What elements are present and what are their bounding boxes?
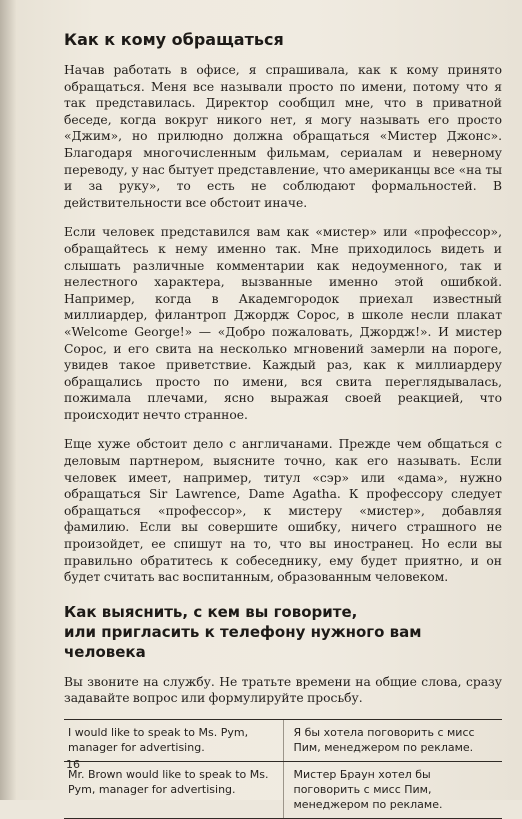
section-title-phone: [64, 602, 502, 662]
russian-phrase: Мистер Браун хотел бы поговорить с мисс Пим, менеджером по рекламе.: [283, 762, 502, 819]
paragraph-english: Еще хуже обстоит дело с англичанами. Прежде чем общаться с деловым партнером, выясните точно, как его называть. Если человек имеет, например, титул «сэр» или «дама», нужно обращаться Sir Lawrence, Dame Agatha. К профессору следует обращаться «профессор», к мистеру «мистер», добавляя фамилию. Если вы совершите ошибку, ничего страшного не произойдет, ее спишут на то, что вы иностранец. Но если вы правильно обратитесь к собеседнику, ему будет приятно, и он будет считать вас воспитанным, образованным человеком.: [64, 437, 502, 585]
paragraph-office: Начав работать в офисе, я спрашивала, как к кому принято обращаться. Меня все называли просто по имени, потому что я так представилась. Директор сообщил мне, что в приватной беседе, когда вокруг никого нет, я могу называть его просто «Джим», но прилюдно должна обращаться «Мистер Джонс». Благодаря многочисленным фильмам, сериалам и неверному переводу, у нас бытует представление, что американцы все «на ты и за руку», то есть не соблюдают формальностей. В действительности все обстоит иначе.: [64, 63, 502, 210]
section-title-line-2: или пригласить к телефону нужного вам человека: [64, 622, 422, 661]
english-phrase: Mr. Brown would like to speak to Ms. Pym, manager for advertising.: [64, 762, 283, 819]
phrase-table: [64, 719, 502, 819]
table-row: [64, 762, 502, 819]
section-title: Как к кому обращаться: [64, 30, 284, 49]
english-phrase: I would like to speak to Ms. Pym, manager for advertising.: [64, 720, 283, 762]
table-row: [64, 720, 502, 762]
paragraph-intro: Вы звоните на службу. Не тратьте времени на общие слова, сразу задавайте вопрос или формулируйте просьбу.: [64, 674, 502, 706]
page-number: 16: [66, 758, 80, 771]
section-title-line-1: Как выяснить, с кем вы говорите,: [64, 602, 358, 621]
russian-phrase: Я бы хотела поговорить с мисс Пим, менеджером по рекламе.: [283, 720, 502, 762]
paragraph-mister-professor: Если человек представился вам как «мистер» или «профессор», обращайтесь к нему именно так. Мне приходилось видеть и слышать различные комментарии как недоуменного, так и нелестного характера, вызванные именно этой ошибкой. Например, когда в Академгородок приехал известный миллиардер, филантроп Джордж Сорос, в школе несли плакат «Welcome George!» — «Добро пожаловать, Джордж!». И мистер Сорос, и его свита на несколько мгновений замерли на пороге, увидев такое приветствие. Каждый раз, как к миллиардеру обращались просто по имени, вся свита переглядывалась, пожимала плечами, ясно выражая своей реакцией, что происходит нечто странное.: [64, 225, 502, 422]
